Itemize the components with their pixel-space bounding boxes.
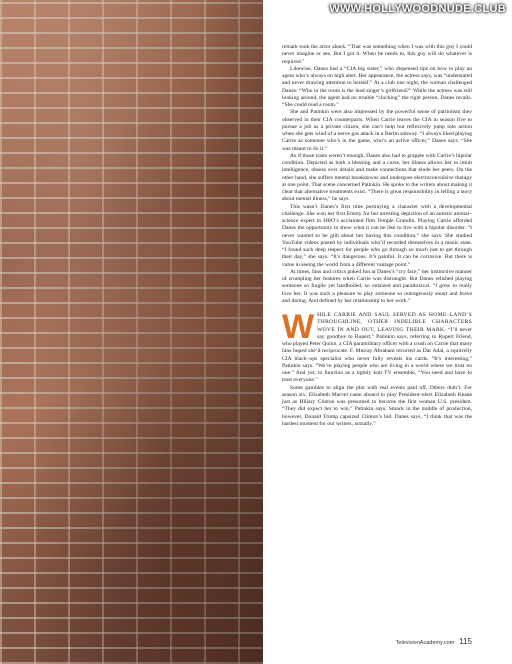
article-paragraph: This wasn’t Danes’s first time portraying a character with a developmental challenge. She won her first Emmy for her arresting depiction of an autistic animal–science expert in HBO’s acclaimed film Temple Grandin. Playing Carrie afforded Danes the opportunity to show what it can be like to live with a bipolar disorder. “I never wanted to be glib about her having this condition,” she says. She studied YouTube videos posted by individuals who’d recorded themselves in a manic state. “I found such deep respect for people who go through so much just to get through their day,” she says. “It’s dangerous. It’s painful. It can be corrosive. But there is value in seeing the world from a different vantage point.”	[282, 203, 472, 268]
article-paragraph: remark took the actor aback. “That was something when I was with this guy I could never imagine or see. But I got it. When he needs to, this guy will do whatever is required.”	[282, 44, 472, 65]
section-lead	[282, 308, 472, 385]
lead-in-text: “I’ll never say goodbye to Rupert,” Patinkin says, referring to Rupert Friend, who played Peter Quinn, a CIA paramilitary officer with a crush on Carrie that many fans hoped she’d reciprocate. F. Murray Abraham recurred as Dar Adal, a squirrelly CIA black–ops specialist who never fully reveals his cards. “It’s interesting,” Patinkin says. “We’re playing people who are living in a world where we trust no one.” And yet, to function as a tightly knit TV ensemble, “You need and have to trust everyone.”	[282, 326, 472, 384]
lead-in-caps: HILE CARRIE AND SAUL SERVED AS HOME–LAND’S THROUGHLINE, OTHER INDELIBLE CHARACTERS WOVE IN AND OUT, LEAVING THEIR MARK.	[317, 312, 472, 333]
article-paragraph: Likewise, Danes had a “CIA big sister,” who dispensed tips on how to play an agent who’s always on high alert. Her appearance, the actress says, was “understated and never drawing attention to herself.” At a club one night, the woman challenged Danes: “Who in the room is the lead singer’s girlfriend?” While the actress was still looking around, the agent had no trouble “clocking” the right person, Danes recalls. “She could read a room.”	[282, 65, 472, 108]
article-paragraph: She and Patinkin were also impressed by the powerful sense of patriotism they observed in their CIA counterparts. When Carrie leaves the CIA in season five to pursue a job as a private citizen, she can’t help but reflexively jump into action when she gets wind of a nerve gas attack in a Berlin subway. “I always liked playing Carrie as someone who’s in the game, who’s an active officer,” Danes says. “She was meant to do it.”	[282, 109, 472, 152]
page-footer	[396, 637, 472, 646]
page-number: 115	[459, 637, 472, 646]
footer-site: TelevisionAcademy.com	[395, 640, 455, 646]
article-paragraph: Some gambles to align the plot with real events paid off. Others didn’t. For season six, Elizabeth Marvel came aboard to play President–elect Elizabeth Keane just as Hillary Clinton was presumed to become the first woman U.S. president. “They did expect her to win,” Patinkin says. Smack in the middle of production, however, Donald Trump capsized Clinton’s bid. Danes says, “I think that was the hardest moment for our writers, actually.”	[282, 384, 472, 427]
article-paragraph: As if those traits weren’t enough, Danes also had to grapple with Carrie’s bipolar condition. Depicted as both a blessing and a curse, her illness allows her to intuit intelligence, obsess over details and make connections that elude her peers. On the other hand, she suffers mental breakdowns and undergoes electroconvulsive therapy at one point. That scene concerned Patinkin. He spoke to the writers about making it clear that alternative treatments exist. “There is great responsibility in telling a story about mental illness,” he says.	[282, 152, 472, 203]
drop-cap: W	[282, 308, 315, 346]
article-paragraph: At times, fans and critics poked fun at Danes’s “cry face,” her instinctive manner of crumpling her features when Carrie was distraught. But Danes relished playing someone so fragile yet hardboiled, so outsized and paradoxical. “I grew to really love her. It was such a pleasure to play someone so outrageously smart and brave and daring. And defined by her relationship to her work.”	[282, 268, 472, 304]
watermark-text: WWW.HOLLYWOODNUDE.CLUB	[329, 3, 506, 15]
article-body	[282, 44, 472, 428]
